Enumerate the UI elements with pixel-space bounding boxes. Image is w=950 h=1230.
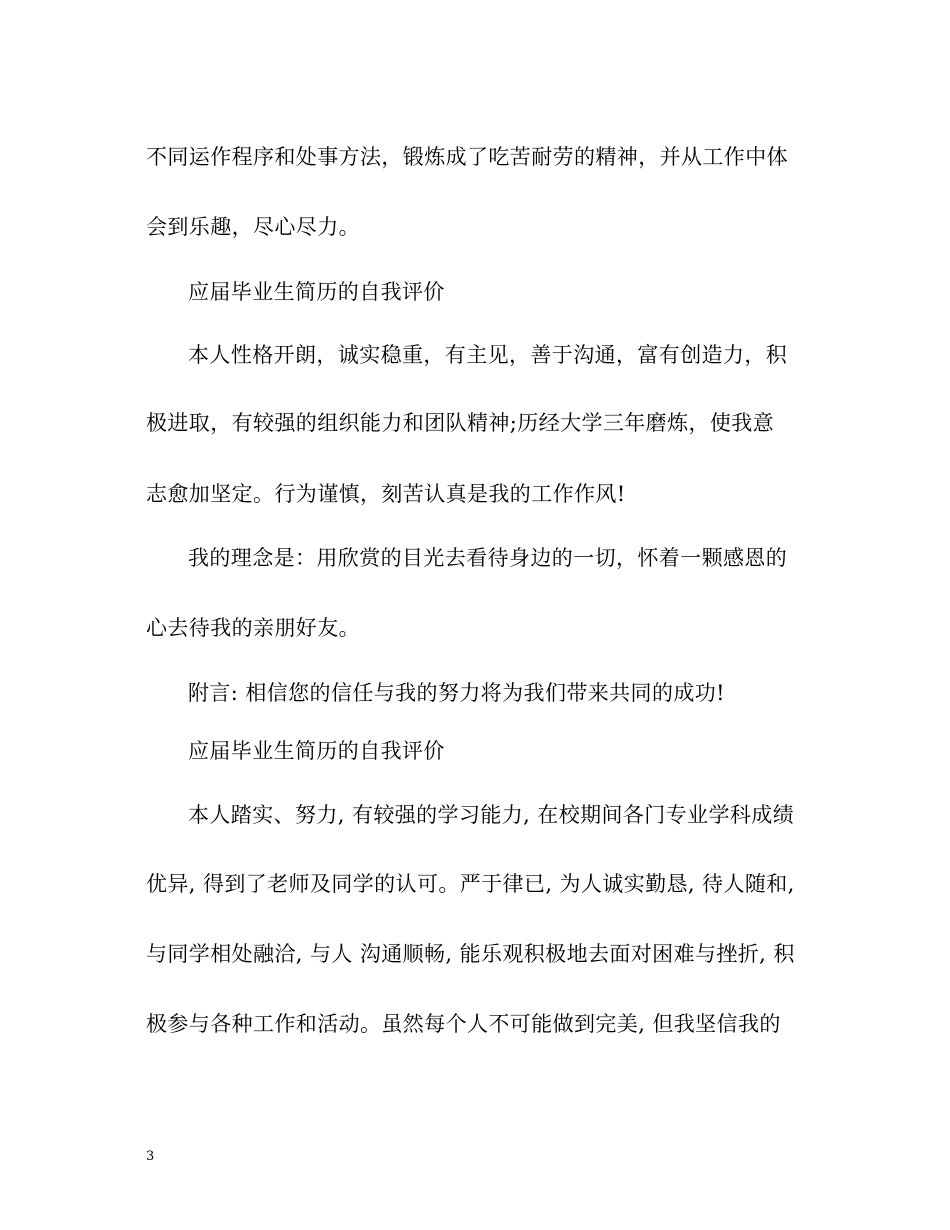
text-line-9: 附言: 相信您的信任与我的努力将为我们带来共同的成功! [188,681,725,705]
text-line-2: 会到乐趣，尽心尽力。 [146,215,360,239]
text-line-4: 本人性格开朗，诚实稳重，有主见，善于沟通，富有创造力，积 [188,343,788,367]
text-line-5: 极进取，有较强的组织能力和团队精神;历经大学三年磨炼，使我意 [146,411,775,435]
section-heading-1: 应届毕业生简历的自我评价 [188,280,445,304]
text-line-6: 志愈加坚定。行为谨慎，刻苦认真是我的工作作风! [146,482,626,506]
text-line-14: 极参与各种工作和活动。虽然每个人不可能做到完美, 但我坚信我的 [146,1012,781,1036]
page-number: 3 [146,1149,155,1164]
text-line-1: 不同运作程序和处事方法，锻炼成了吃苦耐劳的精神，并从工作中体 [146,145,788,169]
text-line-12: 优异, 得到了老师及同学的认可。严于律已, 为人诚实勤恳, 待人随和, [146,872,795,896]
text-line-8: 心去待我的亲朋好友。 [146,616,360,640]
text-line-11: 本人踏实、努力, 有较强的学习能力, 在校期间各门专业学科成绩 [188,803,795,827]
text-line-7: 我的理念是：用欣赏的目光去看待身边的一切，怀着一颗感恩的 [188,546,788,570]
section-heading-2: 应届毕业生简历的自我评价 [188,739,445,763]
text-line-13: 与同学相处融洽, 与人 沟通顺畅, 能乐观积极地去面对困难与挫折, 积 [146,942,795,966]
